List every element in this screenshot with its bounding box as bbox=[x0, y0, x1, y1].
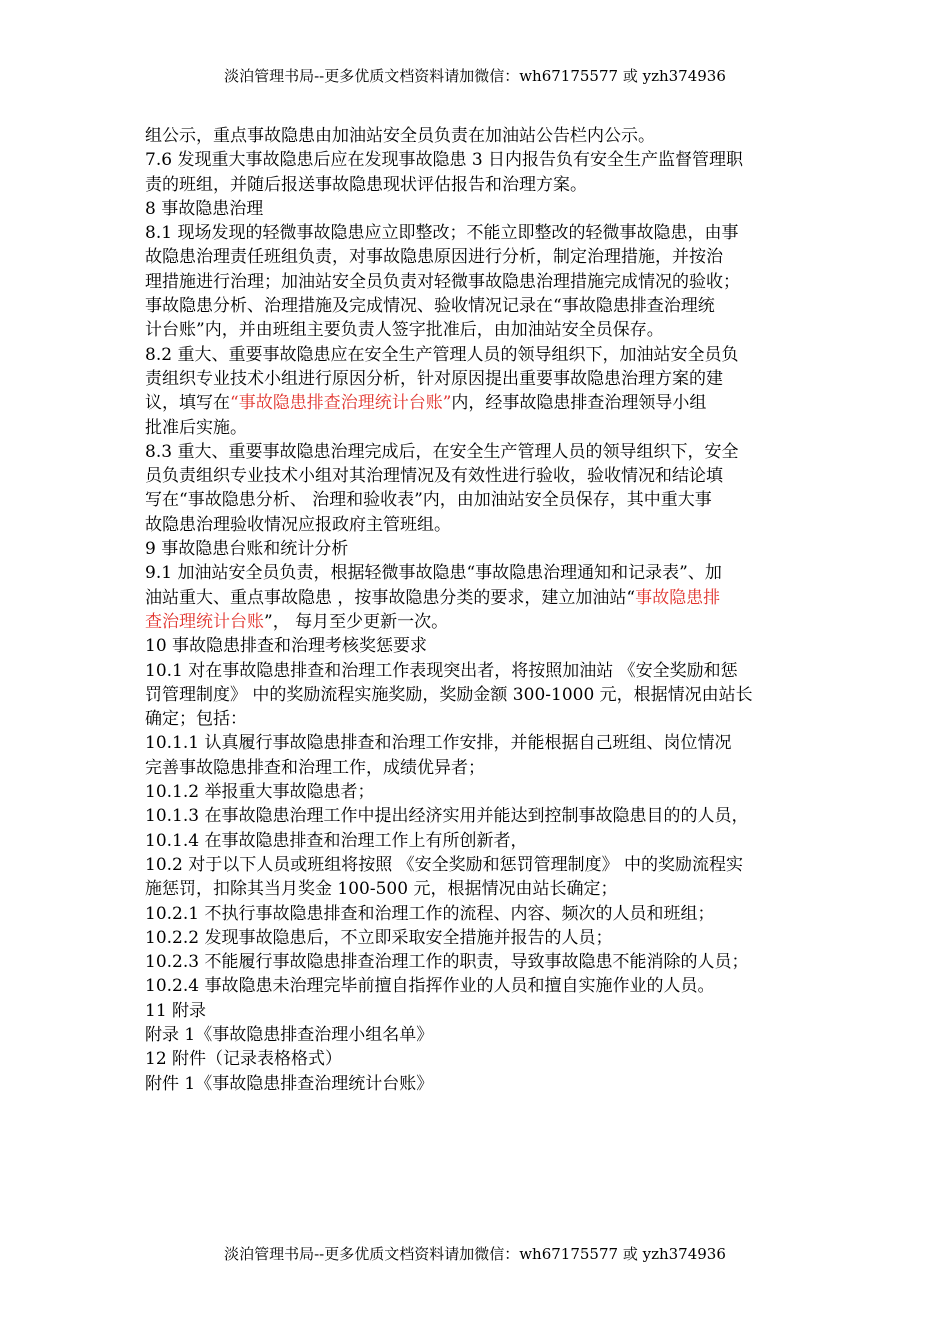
text-segment: 完善事故隐患排查和治理工作，成绩优异者； bbox=[145, 757, 485, 778]
text-segment: 9 事故隐患台账和统计分析 bbox=[145, 539, 349, 560]
text-segment: 10.2.2 发现事故隐患后，不立即采取安全措施并报告的人员； bbox=[145, 927, 613, 948]
text-segment: 9.1 加油站安全员负责，根据轻微事故隐患“事故隐患治理通知和记录表”、加 bbox=[145, 563, 722, 584]
text-line bbox=[145, 537, 810, 561]
text-segment: 故隐患治理验收情况应报政府主管班组。 bbox=[145, 514, 451, 535]
text-line bbox=[145, 221, 810, 245]
text-segment: 7.6 发现重大事故隐患后应在发现事故隐患 3 日内报告负有安全生产监督管理职 bbox=[145, 150, 744, 171]
text-line bbox=[145, 756, 810, 780]
text-segment: 附件 1《事故隐患排查治理统计台账》 bbox=[145, 1073, 434, 1094]
text-segment: 故隐患治理责任班组负责，对事故隐患原因进行分析，制定治理措施，并按治 bbox=[145, 247, 723, 268]
text-segment: 组公示，重点事故隐患由加油站安全员负责在加油站公告栏内公示。 bbox=[145, 126, 655, 146]
text-line bbox=[145, 294, 810, 318]
text-segment: 11 附录 bbox=[145, 1000, 207, 1021]
text-line bbox=[145, 391, 810, 415]
page-footer: 淡泊管理书局--更多优质文档资料请加微信：wh67175577 或 yzh374936 bbox=[224, 1245, 726, 1263]
text-segment: 8.3 重大、重要事故隐患治理完成后，在安全生产管理人员的领导组织下，安全 bbox=[145, 441, 739, 462]
text-line bbox=[145, 999, 810, 1023]
highlighted-text: 事故隐患排 bbox=[635, 587, 721, 608]
text-line bbox=[145, 488, 810, 512]
text-segment: 确定；包括： bbox=[145, 709, 247, 730]
text-line bbox=[145, 1023, 810, 1047]
text-line bbox=[145, 416, 810, 440]
text-line bbox=[145, 1047, 810, 1071]
text-line bbox=[145, 245, 810, 269]
text-line bbox=[145, 124, 810, 148]
text-segment: 10.1.3 在事故隐患治理工作中提出经济实用并能达到控制事故隐患目的的人员， bbox=[145, 806, 749, 827]
text-segment: 10.2.3 不能履行事故隐患排查治理工作的职责，导致事故隐患不能消除的人员； bbox=[145, 952, 749, 973]
text-line bbox=[145, 464, 810, 488]
text-segment: 10.1 对在事故隐患排查和治理工作表现突出者，将按照加油站 《安全奖励和惩 bbox=[145, 660, 738, 681]
text-segment: 计台账”内，并由班组主要负责人签字批准后，由加油站安全员保存。 bbox=[145, 320, 664, 341]
text-segment: 写在“事故隐患分析、 治理和验收表”内，由加油站安全员保存，其中重大事 bbox=[145, 490, 712, 511]
text-line bbox=[145, 804, 810, 828]
text-segment: 责的班组，并随后报送事故隐患现状评估报告和治理方案。 bbox=[145, 174, 587, 195]
text-segment: 10.2 对于以下人员或班组将按照 《安全奖励和惩罚管理制度》 中的奖励流程实 bbox=[145, 854, 744, 875]
text-line bbox=[145, 561, 810, 585]
text-segment: ”， 每月至少更新一次。 bbox=[264, 611, 449, 632]
text-line bbox=[145, 829, 810, 853]
text-segment: 12 附件（记录表格格式） bbox=[145, 1049, 343, 1070]
text-line bbox=[145, 343, 810, 367]
text-line bbox=[145, 634, 810, 658]
text-segment: 油站重大、重点事故隐患 ，按事故隐患分类的要求，建立加油站“ bbox=[145, 587, 636, 608]
text-line bbox=[145, 148, 810, 172]
text-segment: 10.2.4 事故隐患未治理完毕前擅自指挥作业的人员和擅自实施作业的人员。 bbox=[145, 976, 715, 997]
text-segment: 议，填写在 bbox=[145, 393, 230, 414]
text-line bbox=[145, 610, 810, 634]
text-line bbox=[145, 367, 810, 391]
document-body bbox=[145, 124, 810, 1096]
text-line bbox=[145, 950, 810, 974]
text-line bbox=[145, 877, 810, 901]
text-segment: 理措施进行治理；加油站安全员负责对轻微事故隐患治理措施完成情况的验收； bbox=[145, 271, 740, 292]
text-segment: 10.1.1 认真履行事故隐患排查和治理工作安排，并能根据自己班组、岗位情况 bbox=[145, 733, 732, 754]
text-line bbox=[145, 780, 810, 804]
text-segment: 责组织专业技术小组进行原因分析，针对原因提出重要事故隐患治理方案的建 bbox=[145, 368, 723, 389]
text-segment: 8 事故隐患治理 bbox=[145, 198, 264, 219]
text-segment: 10.2.1 不执行事故隐患排查和治理工作的流程、内容、频次的人员和班组； bbox=[145, 903, 715, 924]
text-line bbox=[145, 683, 810, 707]
text-line bbox=[145, 513, 810, 537]
text-segment: 附录 1《事故隐患排查治理小组名单》 bbox=[145, 1024, 434, 1045]
text-segment: 批准后实施。 bbox=[145, 417, 247, 438]
text-line bbox=[145, 318, 810, 342]
text-segment: 10.1.4 在事故隐患排查和治理工作上有所创新者， bbox=[145, 830, 528, 851]
highlighted-text: “事故隐患排查治理统计台账” bbox=[230, 393, 452, 414]
text-segment: 8.1 现场发现的轻微事故隐患应立即整改；不能立即整改的轻微事故隐患，由事 bbox=[145, 223, 739, 244]
text-segment: 10.1.2 举报重大事故隐患者； bbox=[145, 782, 375, 803]
text-line bbox=[145, 270, 810, 294]
text-line bbox=[145, 731, 810, 755]
text-line bbox=[145, 197, 810, 221]
text-line bbox=[145, 926, 810, 950]
text-segment: 事故隐患分析、治理措施及完成情况、验收情况记录在“事故隐患排查治理统 bbox=[145, 296, 715, 317]
text-line bbox=[145, 586, 810, 610]
text-segment: 罚管理制度》 中的奖励流程实施奖励，奖励金额 300-1000 元，根据情况由站长 bbox=[145, 684, 753, 705]
page-header: 淡泊管理书局--更多优质文档资料请加微信：wh67175577 或 yzh374936 bbox=[224, 67, 726, 85]
text-line bbox=[145, 853, 810, 877]
text-segment: 8.2 重大、重要事故隐患应在安全生产管理人员的领导组织下，加油站安全员负 bbox=[145, 344, 739, 365]
text-line bbox=[145, 974, 810, 998]
text-segment: 员负责组织专业技术小组对其治理情况及有效性进行验收，验收情况和结论填 bbox=[145, 466, 723, 487]
text-line bbox=[145, 173, 810, 197]
text-line bbox=[145, 1072, 810, 1096]
text-segment: 施惩罚，扣除其当月奖金 100-500 元，根据情况由站长确定； bbox=[145, 879, 618, 900]
text-segment: 10 事故隐患排查和治理考核奖惩要求 bbox=[145, 636, 428, 657]
text-line bbox=[145, 707, 810, 731]
text-line bbox=[145, 902, 810, 926]
text-line bbox=[145, 440, 810, 464]
text-segment: 内，经事故隐患排查治理领导小组 bbox=[451, 393, 707, 414]
highlighted-text: 查治理统计台账 bbox=[145, 611, 264, 632]
text-line bbox=[145, 659, 810, 683]
